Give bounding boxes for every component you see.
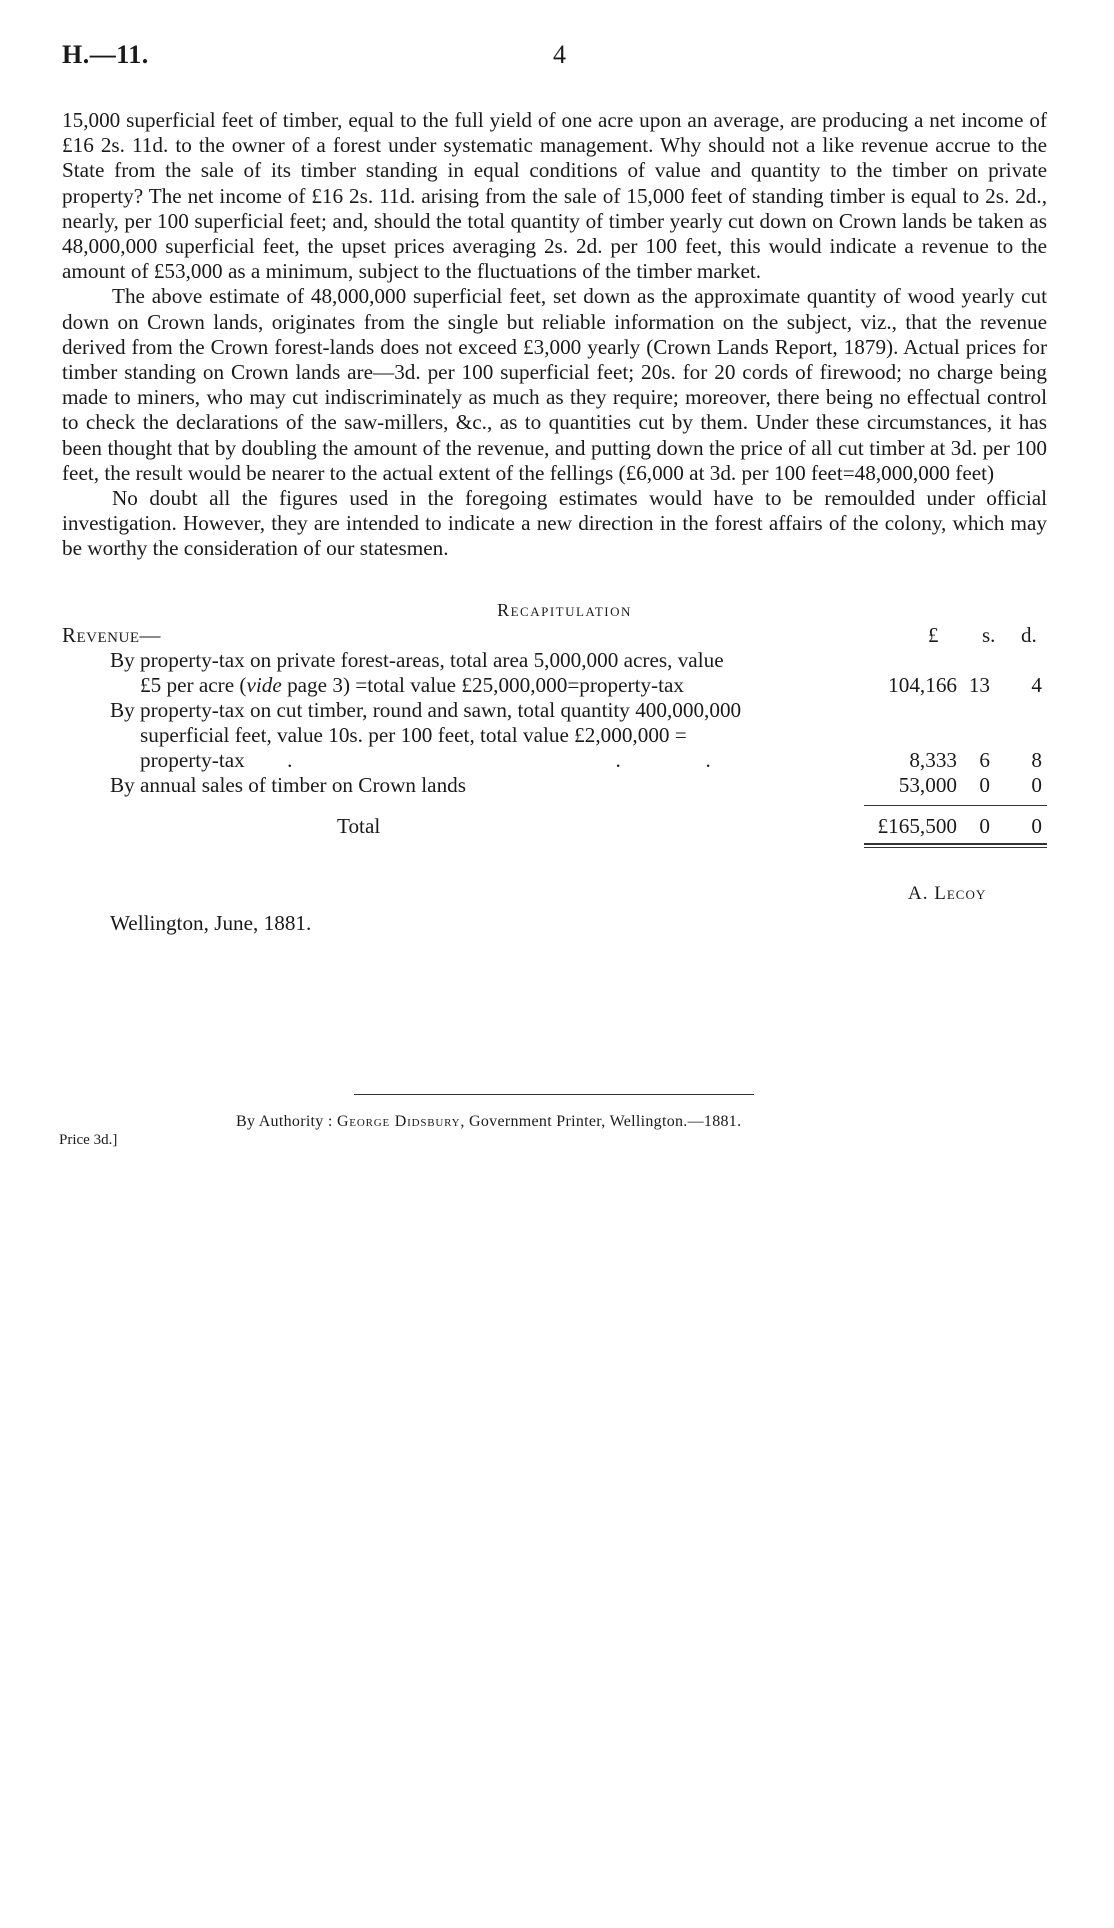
column-header-shillings: s. xyxy=(982,622,996,647)
price-note: Price 3d.] xyxy=(59,1132,118,1148)
total-label: Total xyxy=(337,813,381,838)
total-pence: 0 xyxy=(1031,813,1042,838)
sum-rule xyxy=(864,805,1047,806)
paragraph-1: 15,000 superficial feet of timber, equal to the full yield of one acre upon an average, are producing a net income of £16 2s. 11d. to the owner of a forest under systematic management. Why should not a like revenue accrue to the State from the sale of its timber standing in equal conditions of value and quantity to the timber on private property? The net income of £16 2s. 11d. arising from the sale of 15,000 feet of standing timber is equal to 2s. 2d., nearly, per 100 superficial feet; and, should the total quantity of timber yearly cut down on Crown lands be taken as 48,000,000 superficial feet, the upset prices averaging 2s. 2d. per 100 feet, this would indicate a revenue to the amount of £53,000 as a minimum, subject to the fluctuations of the timber market. xyxy=(62,108,1047,284)
total-shillings: 0 xyxy=(979,813,990,838)
revenue-label: Revenue— xyxy=(62,622,161,647)
column-header-pounds: £ xyxy=(928,622,939,647)
paragraph-2: The above estimate of 48,000,000 superficial feet, set down as the approximate quantity of wood yearly cut down on Crown lands, originates from the single but reliable information on the subject, viz., that the revenue derived from the Crown forest-lands does not exceed £3,000 yearly (Crown Lands Report, 1879). Actual prices for timber standing on Crown lands are—3d. per 100 superficial feet; 20s. for 20 cords of firewood; no charge being made to miners, who may cut indiscriminately as much as they require; moreover, there being no effectual control to check the declarations of the saw-millers, &c., as to quantities cut by them. Under these circumstances, it has been thought that by doubling the amount of the revenue, and putting down the price of all cut timber at 3d. per 100 feet, the result would be nearer to the actual extent of the fellings (£6,000 at 3d. per 100 feet=48,000,000 feet) xyxy=(62,284,1047,485)
recap-item-1 xyxy=(110,648,870,698)
paragraph-3: No doubt all the figures used in the foregoing estimates would have to be remoulded under official investigation. However, they are intended to indicate a new direction in the forest affairs of the colony, which may be worthy the consideration of our statesmen. xyxy=(62,486,1047,561)
recap-item-1-pounds: 104,166 xyxy=(888,672,957,697)
recap-item-2-line-1: By property-tax on cut timber, round and sawn, total quantity 400,000,000 xyxy=(110,697,742,722)
imprint-suffix: , Government Printer, Wellington.—1881. xyxy=(460,1113,742,1130)
recap-item-2-shillings: 6 xyxy=(979,747,990,772)
recap-item-2-pounds: 8,333 xyxy=(909,747,957,772)
recap-item-1-line-2-italic: vide xyxy=(246,672,282,697)
recap-item-3-pounds: 53,000 xyxy=(898,772,957,797)
signature: A. Lecoy xyxy=(908,882,987,904)
total-double-rule-top xyxy=(864,843,1047,845)
body-text xyxy=(62,108,1047,562)
recap-item-1-pence: 4 xyxy=(1031,672,1042,697)
recapitulation-title: Recapitulation xyxy=(497,599,632,620)
recap-item-3-shillings: 0 xyxy=(979,772,990,797)
document-code: H.—11. xyxy=(62,40,149,69)
imprint-printer-name: George Didsbury xyxy=(336,1113,461,1130)
recapitulation-table xyxy=(62,621,1047,981)
recap-item-1-line-2-post: page 3) =total value £25,000,000=property-tax xyxy=(281,672,684,697)
total-double-rule-bottom xyxy=(864,847,1047,848)
recap-item-1-line-1: By property-tax on private forest-areas, total area 5,000,000 acres, value xyxy=(110,647,724,672)
imprint-prefix: By Authority : xyxy=(236,1113,337,1130)
footer-rule xyxy=(354,1094,754,1095)
page-number: 4 xyxy=(553,40,566,69)
leader-dots: . . . xyxy=(244,748,711,773)
recap-item-2-line-3 xyxy=(110,748,870,773)
recap-item-3-pence: 0 xyxy=(1031,772,1042,797)
page-header xyxy=(62,40,1047,80)
document-page xyxy=(59,40,1047,1148)
recap-item-1-shillings: 13 xyxy=(968,672,990,697)
recap-item-2 xyxy=(110,698,870,774)
column-header-pence: d. xyxy=(1021,622,1037,647)
total-pounds: £165,500 xyxy=(877,813,957,838)
printer-imprint xyxy=(236,1113,741,1131)
recap-item-1-line-2-pre: £5 per acre ( xyxy=(140,672,247,697)
recap-item-2-line-2: superficial feet, value 10s. per 100 feet, total value £2,000,000 = xyxy=(140,722,687,747)
recap-item-2-line-3-text: property-tax xyxy=(140,748,245,773)
recap-item-3-line-1: By annual sales of timber on Crown lands xyxy=(110,772,467,797)
recap-item-2-pence: 8 xyxy=(1031,747,1042,772)
recap-item-1-line-2 xyxy=(110,673,870,698)
recap-item-3 xyxy=(110,773,870,798)
place-date: Wellington, June, 1881. xyxy=(110,910,312,935)
